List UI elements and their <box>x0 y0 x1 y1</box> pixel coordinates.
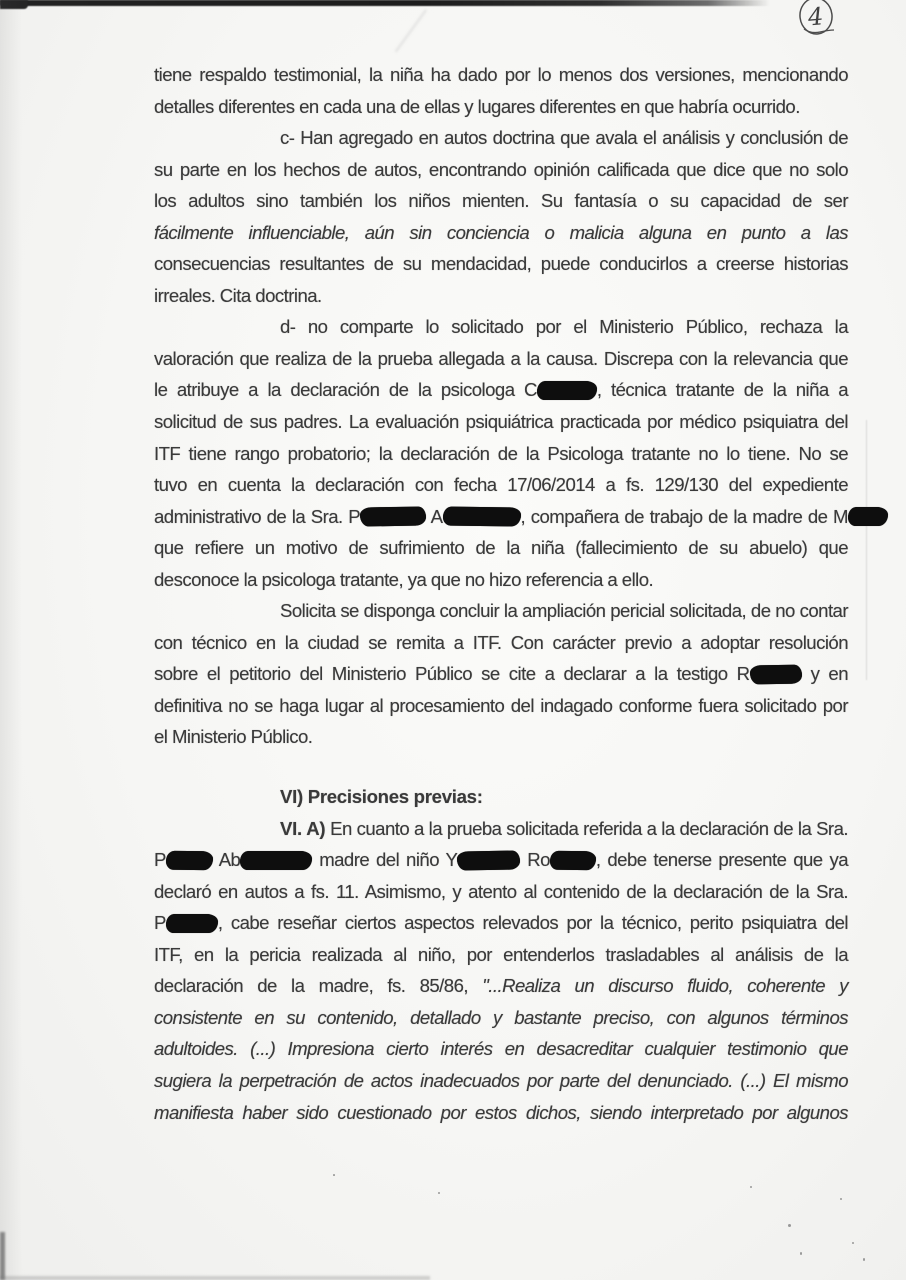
text-line <box>154 59 848 91</box>
text-line <box>154 217 848 249</box>
text-line <box>154 781 848 813</box>
text-segment: "...Realiza un discurso fluido, coherente y <box>482 975 848 997</box>
text-line <box>154 280 848 312</box>
text-line <box>154 532 848 564</box>
text-segment: detalles diferentes en cada una de ellas y lugares diferentes en que habría ocurrido. <box>154 95 800 117</box>
text-segment: A <box>426 505 443 527</box>
text-segment: los adultos sino también los niños mienten. Su fantasía o su capacidad de ser <box>154 190 848 212</box>
paper-crease <box>343 0 427 52</box>
text-segment: madre del niño Y <box>312 849 458 871</box>
text-line <box>154 907 848 939</box>
text-line <box>154 813 848 845</box>
text-segment: adultoides. (...) Impresiona cierto interés en desacreditar cualquier testimonio que <box>154 1038 848 1060</box>
text-line <box>154 501 848 533</box>
dust-speck <box>438 1192 440 1194</box>
redaction-mark <box>848 507 888 526</box>
paper-fold-line <box>866 420 867 680</box>
text-segment: P <box>154 912 166 934</box>
text-segment: el Ministerio Público. <box>154 726 313 748</box>
text-segment: ITF tiene rango probatorio; la declaración de la Psicologa tratante no lo tiene. No se <box>154 442 848 464</box>
text-segment: , cabe reseñar ciertos aspectos relevados por la técnico, perito psiquiatra del <box>217 912 848 934</box>
text-line <box>154 1002 848 1034</box>
left-edge-shading <box>0 0 22 1280</box>
text-segment: sugiera la perpetración de actos inadecuados por parte del denunciado. (...) El mismo <box>154 1069 848 1091</box>
text-segment: su parte en los hechos de autos, encontrando opinión calificada que dice que no solo <box>154 158 848 180</box>
dust-speck <box>840 1198 842 1200</box>
text-segment: ITF, en la pericia realizada al niño, por entenderlos trasladables al análisis de la <box>154 943 848 965</box>
text-line <box>154 185 848 217</box>
page-number-annotation <box>794 0 846 54</box>
dust-speck <box>863 1258 865 1261</box>
text-line <box>154 844 848 876</box>
text-segment: , compañera de trabajo de la madre de M <box>520 505 848 527</box>
text-segment: En cuanto a la prueba solicitada referida a la declaración de la Sra. <box>325 817 848 839</box>
text-line <box>154 1065 848 1097</box>
text-segment: declaración de la madre, fs. 85/86, <box>154 975 483 997</box>
text-segment: VI. A) <box>280 817 326 839</box>
text-segment: consecuencias resultantes de su mendacidad, puede conducirlos a creerse historias <box>154 253 848 275</box>
text-segment: d- no comparte lo solicitado por el Ministerio Público, rechaza la <box>280 316 848 338</box>
text-line <box>154 311 848 343</box>
text-segment: c- Han agregado en autos doctrina que avala el análisis y conclusión de <box>280 127 848 149</box>
text-segment: y en <box>801 663 848 685</box>
redaction-mark <box>240 851 312 870</box>
scan-bottom-edge-artifact <box>0 1276 430 1280</box>
text-line <box>154 595 848 627</box>
text-line <box>154 248 848 280</box>
text-segment: definitiva no se haga lugar al procesamiento del indagado conforme fuera solicitado por <box>154 694 848 716</box>
redaction-mark <box>166 914 218 933</box>
redaction-mark <box>457 850 520 870</box>
text-segment: tuvo en cuenta la declaración con fecha 17/06/2014 a fs. 129/130 del expediente <box>154 474 848 496</box>
text-line <box>154 406 848 438</box>
text-segment: valoración que realiza de la prueba allegada a la causa. Discrepa con la relevancia que <box>154 347 848 369</box>
text-segment: sobre el petitorio del Ministerio Público se cite a declarar a la testigo R <box>154 663 750 685</box>
text-line <box>154 343 848 375</box>
redaction-mark <box>166 850 213 870</box>
text-segment: P <box>154 849 166 871</box>
text-line <box>154 1033 848 1065</box>
text-segment: tiene respaldo testimonial, la niña ha dado por lo menos dos versiones, mencionando <box>154 64 848 85</box>
text-line <box>154 1097 848 1129</box>
redaction-mark <box>442 507 520 527</box>
page-number-text: 4 <box>806 2 825 32</box>
scan-bottom-left-artifact <box>0 1232 5 1280</box>
dust-speck <box>800 1252 802 1255</box>
text-line <box>154 721 848 753</box>
redaction-mark <box>749 664 801 684</box>
text-segment: que refiere un motivo de sufrimiento de la niña (fallecimiento de su abuelo) que <box>154 537 848 559</box>
dust-speck <box>852 1242 854 1244</box>
text-segment: desconoce la psicologa tratante, ya que no hizo referencia a ello. <box>154 568 654 590</box>
redaction-mark <box>550 850 596 870</box>
text-line <box>154 658 848 690</box>
text-line <box>154 91 848 123</box>
text-segment: fácilmente influenciable, aún sin conciencia o malicia alguna en punto a las <box>154 221 848 243</box>
text-line <box>154 438 848 470</box>
text-segment: declaró en autos a fs. 11. Asimismo, y atento al contenido de la declaración de la Sra. <box>154 880 848 902</box>
text-segment: , técnica tratante de la niña a <box>596 379 849 401</box>
dust-speck <box>333 1174 335 1176</box>
text-segment: Solicita se disponga concluir la ampliación pericial solicitada, de no contar <box>280 600 848 622</box>
text-line <box>154 939 848 971</box>
text-line <box>154 154 848 186</box>
text-segment: administrativo de la Sra. P <box>154 505 361 527</box>
text-line <box>154 564 848 596</box>
text-line <box>154 876 848 908</box>
text-segment: , debe tenerse presente que ya <box>595 849 848 871</box>
text-segment: le atribuye a la declaración de la psicologa C <box>154 379 537 401</box>
text-segment: VI) Precisiones previas: <box>280 786 483 808</box>
text-line <box>154 970 848 1002</box>
text-line <box>154 122 848 154</box>
text-segment: solicitud de sus padres. La evaluación psiquiátrica practicada por médico psiquiatra del <box>154 411 848 433</box>
text-line <box>154 374 848 406</box>
text-segment: Ro <box>520 849 550 871</box>
text-line <box>154 627 848 659</box>
dust-speck <box>750 1186 752 1188</box>
text-segment: con técnico en la ciudad se remita a ITF. Con carácter previo a adoptar resolución <box>154 631 848 653</box>
document-text <box>154 59 848 1128</box>
text-line <box>154 469 848 501</box>
text-segment: consistente en su contenido, detallado y bastante preciso, con algunos términos <box>154 1006 848 1028</box>
redaction-mark <box>537 381 597 400</box>
text-segment: irreales. Cita doctrina. <box>154 284 322 306</box>
redaction-mark <box>360 507 426 527</box>
text-line <box>154 690 848 722</box>
text-segment: Ab <box>212 849 241 871</box>
dust-speck <box>788 1224 791 1227</box>
text-segment: manifiesta haber sido cuestionado por estos dichos, siendo interpretado por algunos <box>154 1101 848 1123</box>
